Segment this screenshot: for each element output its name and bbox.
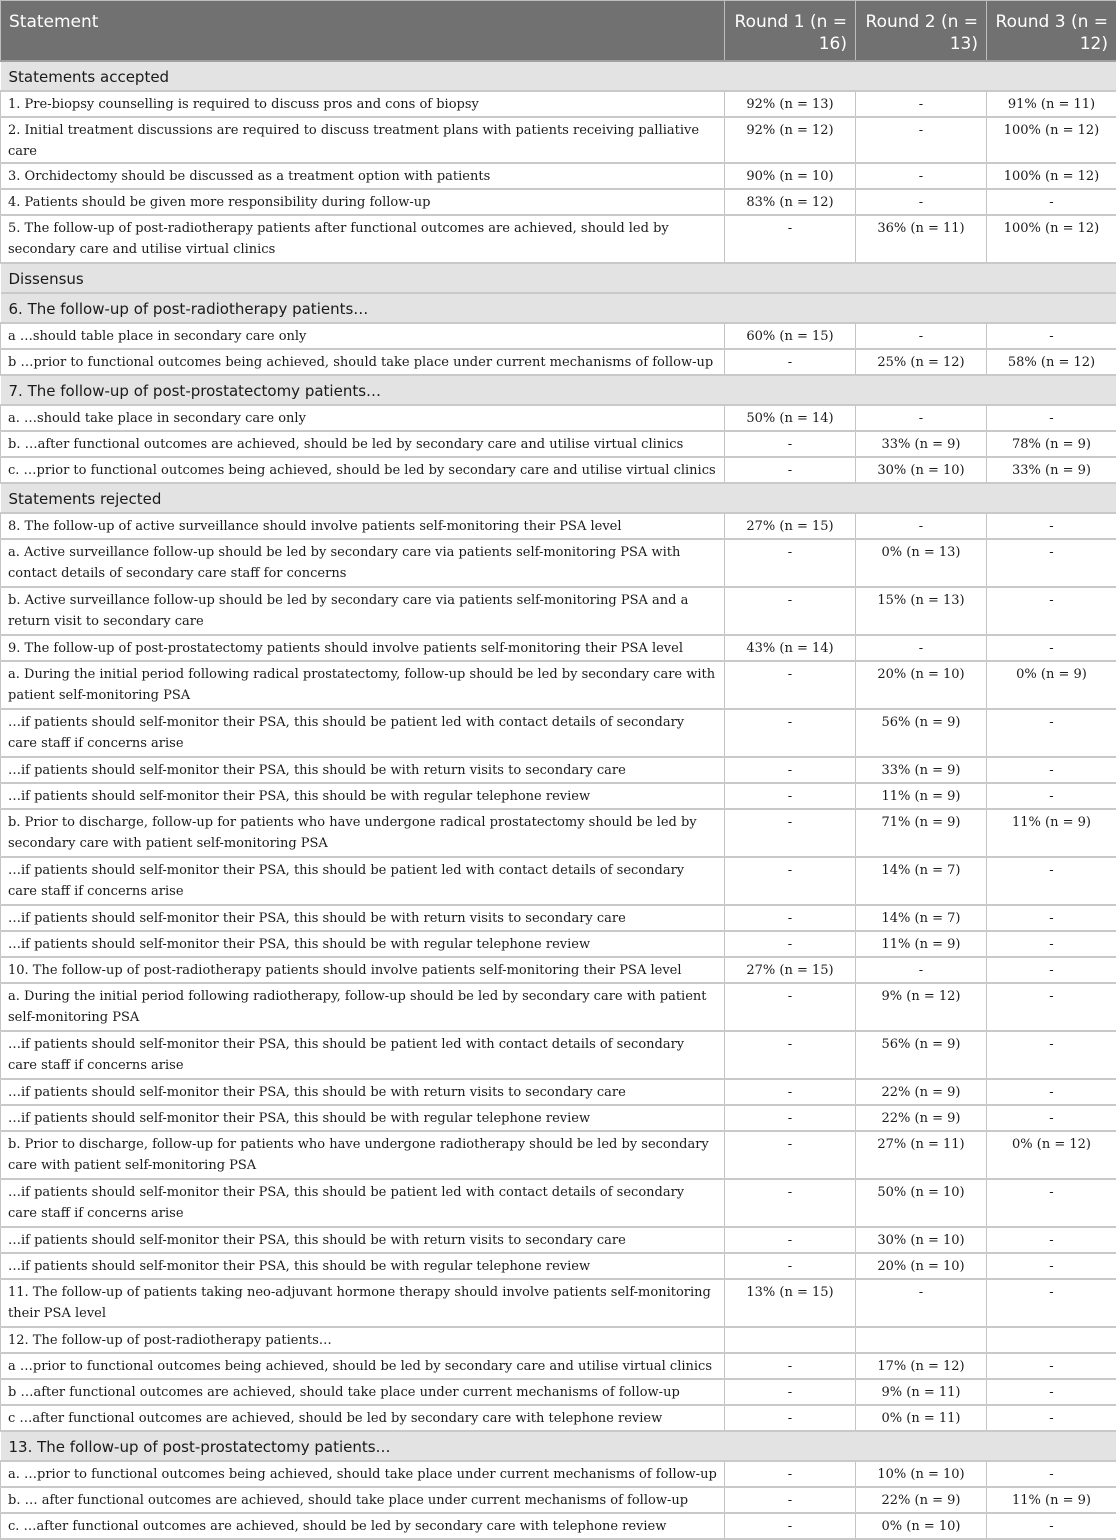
round-3-cell: 33% (n = 9) bbox=[987, 457, 1116, 483]
statement-cell: b. …after functional outcomes are achieved, should be led by secondary care and utilise virtual clinics bbox=[1, 431, 725, 457]
table-row bbox=[1, 189, 1116, 215]
round-1-cell: - bbox=[725, 1353, 856, 1379]
round-1-cell: - bbox=[725, 457, 856, 483]
round-2-cell: - bbox=[856, 117, 987, 163]
round-2-cell bbox=[856, 1327, 987, 1353]
section-heading-row bbox=[1, 61, 1116, 91]
statement-cell: b. … after functional outcomes are achieved, should take place under current mechanisms of follow-up bbox=[1, 1487, 725, 1513]
round-3-cell: 100% (n = 12) bbox=[987, 163, 1116, 189]
round-2-cell: - bbox=[856, 635, 987, 661]
round-3-cell: - bbox=[987, 635, 1116, 661]
round-3-cell: 0% (n = 12) bbox=[987, 1131, 1116, 1179]
round-1-cell: - bbox=[725, 539, 856, 587]
table-row bbox=[1, 635, 1116, 661]
round-2-cell: - bbox=[856, 405, 987, 431]
round-1-cell: 50% (n = 14) bbox=[725, 405, 856, 431]
round-2-cell: 56% (n = 9) bbox=[856, 709, 987, 757]
round-1-cell: - bbox=[725, 349, 856, 375]
round-2-cell: 15% (n = 13) bbox=[856, 587, 987, 635]
statement-cell: b …prior to functional outcomes being achieved, should take place under current mechanisms of follow-up bbox=[1, 349, 725, 375]
round-2-cell: 25% (n = 12) bbox=[856, 349, 987, 375]
table-row bbox=[1, 323, 1116, 349]
round-1-cell: - bbox=[725, 1179, 856, 1227]
round-2-cell: 33% (n = 9) bbox=[856, 757, 987, 783]
round-2-cell: 9% (n = 12) bbox=[856, 983, 987, 1031]
table-row bbox=[1, 587, 1116, 635]
round-3-cell: - bbox=[987, 189, 1116, 215]
round-3-cell bbox=[987, 1327, 1116, 1353]
round-2-cell: 36% (n = 11) bbox=[856, 215, 987, 263]
table-row bbox=[1, 905, 1116, 931]
statement-cell: b. Prior to discharge, follow-up for patients who have undergone radiotherapy should be led by secondary care with patient self-monitoring PSA bbox=[1, 1131, 725, 1179]
section-heading-row bbox=[1, 293, 1116, 323]
round-1-cell: 90% (n = 10) bbox=[725, 163, 856, 189]
round-3-cell: - bbox=[987, 405, 1116, 431]
round-3-cell: - bbox=[987, 539, 1116, 587]
table-row bbox=[1, 1253, 1116, 1279]
round-2-cell: 11% (n = 9) bbox=[856, 783, 987, 809]
round-3-cell: - bbox=[987, 1253, 1116, 1279]
round-3-cell: - bbox=[987, 1227, 1116, 1253]
round-2-cell: 20% (n = 10) bbox=[856, 1253, 987, 1279]
statement-cell: …if patients should self-monitor their PSA, this should be with regular telephone review bbox=[1, 931, 725, 957]
round-2-cell: - bbox=[856, 1279, 987, 1327]
statement-cell: …if patients should self-monitor their PSA, this should be with regular telephone review bbox=[1, 1253, 725, 1279]
table-row bbox=[1, 117, 1116, 163]
round-1-cell: - bbox=[725, 931, 856, 957]
statement-cell: a. During the initial period following radiotherapy, follow-up should be led by secondary care with patient self-monitoring PSA bbox=[1, 983, 725, 1031]
statement-cell: 5. The follow-up of post-radiotherapy patients after functional outcomes are achieved, should led by secondary care and utilise virtual clinics bbox=[1, 215, 725, 263]
round-2-cell: 17% (n = 12) bbox=[856, 1353, 987, 1379]
section-heading-row bbox=[1, 1431, 1116, 1461]
statement-cell: a. …prior to functional outcomes being achieved, should take place under current mechanisms of follow-up bbox=[1, 1461, 725, 1487]
table-row bbox=[1, 757, 1116, 783]
table-row bbox=[1, 1031, 1116, 1079]
round-1-cell: - bbox=[725, 1031, 856, 1079]
round-1-cell: - bbox=[725, 1405, 856, 1431]
header-row bbox=[1, 1, 1116, 61]
round-3-cell: - bbox=[987, 1379, 1116, 1405]
header-statement: Statement bbox=[1, 1, 725, 61]
round-3-cell: - bbox=[987, 931, 1116, 957]
round-2-cell: - bbox=[856, 957, 987, 983]
statement-cell: …if patients should self-monitor their PSA, this should be with return visits to secondary care bbox=[1, 905, 725, 931]
table-row bbox=[1, 457, 1116, 483]
round-1-cell: - bbox=[725, 983, 856, 1031]
round-1-cell: - bbox=[725, 1131, 856, 1179]
round-1-cell: - bbox=[725, 709, 856, 757]
round-3-cell: - bbox=[987, 1279, 1116, 1327]
statement-cell: c. …prior to functional outcomes being achieved, should be led by secondary care and utilise virtual clinics bbox=[1, 457, 725, 483]
statement-cell: …if patients should self-monitor their PSA, this should be patient led with contact details of secondary care staff if concerns arise bbox=[1, 1031, 725, 1079]
round-1-cell: 83% (n = 12) bbox=[725, 189, 856, 215]
round-3-cell: 58% (n = 12) bbox=[987, 349, 1116, 375]
statement-cell: 8. The follow-up of active surveillance should involve patients self-monitoring their PSA level bbox=[1, 513, 725, 539]
round-2-cell: 33% (n = 9) bbox=[856, 431, 987, 457]
round-1-cell: 92% (n = 13) bbox=[725, 91, 856, 117]
round-3-cell: - bbox=[987, 1513, 1116, 1539]
round-1-cell: - bbox=[725, 1461, 856, 1487]
section-heading-row bbox=[1, 263, 1116, 293]
round-3-cell: - bbox=[987, 1031, 1116, 1079]
table-row bbox=[1, 1079, 1116, 1105]
table-row bbox=[1, 431, 1116, 457]
table-row bbox=[1, 215, 1116, 263]
header-round-1: Round 1 (n = 16) bbox=[725, 1, 856, 61]
round-2-cell: 9% (n = 11) bbox=[856, 1379, 987, 1405]
round-1-cell: - bbox=[725, 1079, 856, 1105]
round-3-cell: - bbox=[987, 1353, 1116, 1379]
round-2-cell: 22% (n = 9) bbox=[856, 1487, 987, 1513]
round-3-cell: 11% (n = 9) bbox=[987, 809, 1116, 857]
round-3-cell: 0% (n = 9) bbox=[987, 661, 1116, 709]
table-row bbox=[1, 1131, 1116, 1179]
round-2-cell: 50% (n = 10) bbox=[856, 1179, 987, 1227]
round-2-cell: 0% (n = 10) bbox=[856, 1513, 987, 1539]
section-heading: Statements rejected bbox=[1, 483, 1116, 513]
table-row bbox=[1, 809, 1116, 857]
round-3-cell: - bbox=[987, 905, 1116, 931]
statement-cell: …if patients should self-monitor their PSA, this should be patient led with contact details of secondary care staff if concerns arise bbox=[1, 1179, 725, 1227]
round-2-cell: 22% (n = 9) bbox=[856, 1079, 987, 1105]
statement-cell: 4. Patients should be given more responsibility during follow-up bbox=[1, 189, 725, 215]
section-heading: 7. The follow-up of post-prostatectomy patients… bbox=[1, 375, 1116, 405]
table-row bbox=[1, 91, 1116, 117]
round-3-cell: - bbox=[987, 1405, 1116, 1431]
table-body bbox=[1, 61, 1116, 1539]
statement-cell: b …after functional outcomes are achieved, should take place under current mechanisms of follow-up bbox=[1, 1379, 725, 1405]
table-row bbox=[1, 405, 1116, 431]
statement-cell: …if patients should self-monitor their PSA, this should be with return visits to secondary care bbox=[1, 757, 725, 783]
round-3-cell: - bbox=[987, 323, 1116, 349]
statement-cell: …if patients should self-monitor their PSA, this should be patient led with contact details of secondary care staff if concerns arise bbox=[1, 857, 725, 905]
table-row bbox=[1, 931, 1116, 957]
round-3-cell: - bbox=[987, 957, 1116, 983]
round-1-cell: - bbox=[725, 1379, 856, 1405]
round-1-cell: - bbox=[725, 757, 856, 783]
statement-cell: 3. Orchidectomy should be discussed as a treatment option with patients bbox=[1, 163, 725, 189]
table-row bbox=[1, 709, 1116, 757]
statement-cell: …if patients should self-monitor their PSA, this should be with return visits to secondary care bbox=[1, 1227, 725, 1253]
round-2-cell: 56% (n = 9) bbox=[856, 1031, 987, 1079]
table-row bbox=[1, 349, 1116, 375]
section-heading: Dissensus bbox=[1, 263, 1116, 293]
table-row bbox=[1, 539, 1116, 587]
table-row bbox=[1, 1353, 1116, 1379]
table-row bbox=[1, 1327, 1116, 1353]
statement-cell: 2. Initial treatment discussions are required to discuss treatment plans with patients receiving palliative care bbox=[1, 117, 725, 163]
round-3-cell: - bbox=[987, 1105, 1116, 1131]
table-row bbox=[1, 661, 1116, 709]
round-3-cell: - bbox=[987, 1179, 1116, 1227]
table-row bbox=[1, 513, 1116, 539]
statement-cell: b. Active surveillance follow-up should be led by secondary care via patients self-monitoring PSA and a return visit to secondary care bbox=[1, 587, 725, 635]
round-1-cell: - bbox=[725, 1105, 856, 1131]
round-2-cell: 11% (n = 9) bbox=[856, 931, 987, 957]
section-heading: 13. The follow-up of post-prostatectomy patients… bbox=[1, 1431, 1116, 1461]
round-1-cell: - bbox=[725, 1487, 856, 1513]
statement-cell: 10. The follow-up of post-radiotherapy patients should involve patients self-monitoring their PSA level bbox=[1, 957, 725, 983]
round-1-cell: 27% (n = 15) bbox=[725, 957, 856, 983]
header-round-2: Round 2 (n = 13) bbox=[856, 1, 987, 61]
round-1-cell: - bbox=[725, 587, 856, 635]
round-1-cell: - bbox=[725, 1253, 856, 1279]
table-row bbox=[1, 1461, 1116, 1487]
round-2-cell: 22% (n = 9) bbox=[856, 1105, 987, 1131]
round-1-cell: 43% (n = 14) bbox=[725, 635, 856, 661]
statement-cell: b. Prior to discharge, follow-up for patients who have undergone radical prostatectomy should be led by secondary care with patient self-monitoring PSA bbox=[1, 809, 725, 857]
statement-cell: 1. Pre-biopsy counselling is required to discuss pros and cons of biopsy bbox=[1, 91, 725, 117]
statement-cell: c …after functional outcomes are achieved, should be led by secondary care with telephone review bbox=[1, 1405, 725, 1431]
round-2-cell: - bbox=[856, 163, 987, 189]
table-row bbox=[1, 1405, 1116, 1431]
round-2-cell: 14% (n = 7) bbox=[856, 905, 987, 931]
table-row bbox=[1, 1179, 1116, 1227]
round-3-cell: - bbox=[987, 757, 1116, 783]
table-row bbox=[1, 783, 1116, 809]
round-2-cell: 30% (n = 10) bbox=[856, 1227, 987, 1253]
round-1-cell: - bbox=[725, 215, 856, 263]
section-heading: 6. The follow-up of post-radiotherapy patients… bbox=[1, 293, 1116, 323]
section-heading-row bbox=[1, 483, 1116, 513]
statement-cell: …if patients should self-monitor their PSA, this should be with regular telephone review bbox=[1, 783, 725, 809]
round-1-cell: - bbox=[725, 857, 856, 905]
header-round-3: Round 3 (n = 12) bbox=[987, 1, 1116, 61]
statement-cell: 9. The follow-up of post-prostatectomy patients should involve patients self-monitoring their PSA level bbox=[1, 635, 725, 661]
round-2-cell: 20% (n = 10) bbox=[856, 661, 987, 709]
round-3-cell: 100% (n = 12) bbox=[987, 215, 1116, 263]
round-2-cell: - bbox=[856, 323, 987, 349]
round-1-cell bbox=[725, 1327, 856, 1353]
section-heading: Statements accepted bbox=[1, 61, 1116, 91]
table-row bbox=[1, 1379, 1116, 1405]
round-1-cell: - bbox=[725, 1227, 856, 1253]
round-1-cell: - bbox=[725, 783, 856, 809]
round-3-cell: - bbox=[987, 709, 1116, 757]
round-3-cell: 91% (n = 11) bbox=[987, 91, 1116, 117]
round-1-cell: 92% (n = 12) bbox=[725, 117, 856, 163]
round-2-cell: - bbox=[856, 513, 987, 539]
round-3-cell: 100% (n = 12) bbox=[987, 117, 1116, 163]
round-3-cell: 78% (n = 9) bbox=[987, 431, 1116, 457]
section-heading-row bbox=[1, 375, 1116, 405]
round-2-cell: 27% (n = 11) bbox=[856, 1131, 987, 1179]
round-1-cell: 27% (n = 15) bbox=[725, 513, 856, 539]
round-3-cell: - bbox=[987, 1079, 1116, 1105]
round-2-cell: 0% (n = 13) bbox=[856, 539, 987, 587]
round-2-cell: 30% (n = 10) bbox=[856, 457, 987, 483]
round-3-cell: - bbox=[987, 587, 1116, 635]
round-2-cell: 71% (n = 9) bbox=[856, 809, 987, 857]
round-2-cell: 14% (n = 7) bbox=[856, 857, 987, 905]
statement-cell: a. During the initial period following radical prostatectomy, follow-up should be led by secondary care with patient self-monitoring PSA bbox=[1, 661, 725, 709]
round-1-cell: 13% (n = 15) bbox=[725, 1279, 856, 1327]
round-1-cell: 60% (n = 15) bbox=[725, 323, 856, 349]
table-row bbox=[1, 983, 1116, 1031]
round-1-cell: - bbox=[725, 661, 856, 709]
statement-cell: …if patients should self-monitor their PSA, this should be patient led with contact details of secondary care staff if concerns arise bbox=[1, 709, 725, 757]
table-row bbox=[1, 1227, 1116, 1253]
statement-cell: …if patients should self-monitor their PSA, this should be with regular telephone review bbox=[1, 1105, 725, 1131]
table-row bbox=[1, 163, 1116, 189]
round-1-cell: - bbox=[725, 1513, 856, 1539]
statement-cell: 11. The follow-up of patients taking neo-adjuvant hormone therapy should involve patients self-monitoring their PSA level bbox=[1, 1279, 725, 1327]
round-1-cell: - bbox=[725, 809, 856, 857]
round-1-cell: - bbox=[725, 905, 856, 931]
table-row bbox=[1, 1487, 1116, 1513]
table-row bbox=[1, 1105, 1116, 1131]
round-2-cell: 10% (n = 10) bbox=[856, 1461, 987, 1487]
round-3-cell: - bbox=[987, 513, 1116, 539]
statement-cell: a. …should take place in secondary care only bbox=[1, 405, 725, 431]
round-2-cell: - bbox=[856, 91, 987, 117]
statement-cell: …if patients should self-monitor their PSA, this should be with return visits to secondary care bbox=[1, 1079, 725, 1105]
statement-cell: a. Active surveillance follow-up should be led by secondary care via patients self-monitoring PSA with contact details of secondary care staff for concerns bbox=[1, 539, 725, 587]
statement-cell: 12. The follow-up of post-radiotherapy patients… bbox=[1, 1327, 725, 1353]
round-3-cell: - bbox=[987, 857, 1116, 905]
statement-cell: a …prior to functional outcomes being achieved, should be led by secondary care and utilise virtual clinics bbox=[1, 1353, 725, 1379]
round-3-cell: - bbox=[987, 983, 1116, 1031]
round-3-cell: - bbox=[987, 1461, 1116, 1487]
statement-cell: c. …after functional outcomes are achieved, should be led by secondary care with telephone review bbox=[1, 1513, 725, 1539]
table-row bbox=[1, 857, 1116, 905]
round-3-cell: - bbox=[987, 783, 1116, 809]
table-row bbox=[1, 957, 1116, 983]
round-1-cell: - bbox=[725, 431, 856, 457]
table-row bbox=[1, 1279, 1116, 1327]
statement-cell: a …should table place in secondary care only bbox=[1, 323, 725, 349]
table-row bbox=[1, 1513, 1116, 1539]
round-2-cell: 0% (n = 11) bbox=[856, 1405, 987, 1431]
round-2-cell: - bbox=[856, 189, 987, 215]
round-3-cell: 11% (n = 9) bbox=[987, 1487, 1116, 1513]
